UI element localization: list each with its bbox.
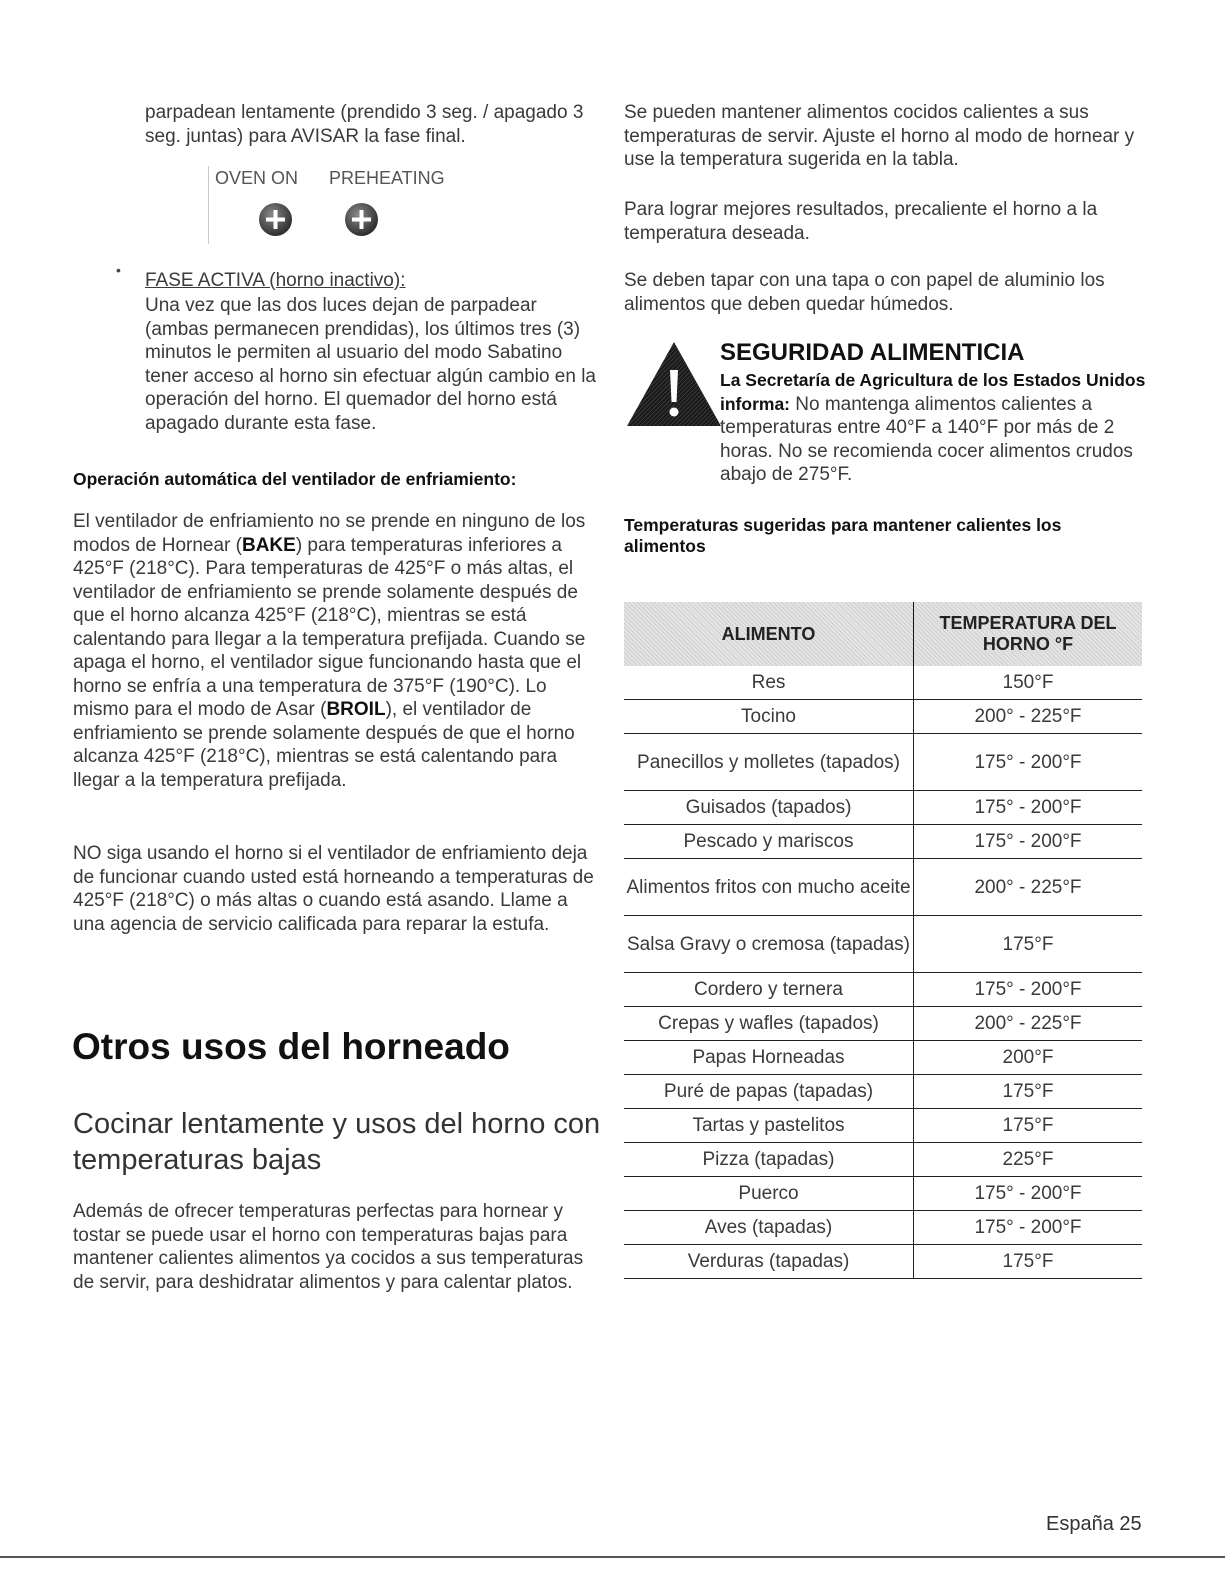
table-row (624, 859, 1142, 916)
food-cell: Verduras (tapadas) (624, 1245, 914, 1279)
food-cell: Puerco (624, 1177, 914, 1211)
food-cell: Tartas y pastelitos (624, 1109, 914, 1143)
table-row (624, 1143, 1142, 1177)
temperature-cell: 175°F (914, 1245, 1143, 1279)
page-bottom-rule (0, 1556, 1225, 1558)
table-row (624, 825, 1142, 859)
fan-section-heading: Operación automática del ventilador de enfriamiento: (73, 469, 517, 489)
active-phase-text: Una vez que las dos luces dejan de parpadear (ambas permanecen prendidas), los últimos tres (3) minutos le permiten al usuario del modo Sabatino tener acceso al horno sin efectuar algún cambio en la operación del horno. El quemador del horno está apagado durante esta fase. (145, 295, 596, 434)
section-title: Otros usos del horneado (72, 1026, 510, 1067)
indicator-lights-panel (208, 166, 459, 244)
table-header-row (624, 602, 1142, 666)
table-row (624, 700, 1142, 734)
food-cell: Panecillos y molletes (tapados) (624, 734, 914, 791)
table-row (624, 791, 1142, 825)
section-subtitle: Cocinar lentamente y usos del horno con temperaturas bajas (73, 1108, 601, 1176)
food-cell: Aves (tapadas) (624, 1211, 914, 1245)
table-row (624, 1007, 1142, 1041)
food-cell: Puré de papas (tapadas) (624, 1075, 914, 1109)
food-safety-text: La Secretaría de Agricultura de los Estados Unidos informa: No mantenga alimentos calientes a temperaturas entre 40°F a 140°F por más de 2 horas. No se recomienda cocer alimentos crudos abajo de 275°F. (720, 370, 1146, 485)
table-row (624, 1109, 1142, 1143)
warning-icon (624, 340, 724, 430)
cover-paragraph: Se deben tapar con una tapa o con papel de aluminio los alimentos que deben quedar húmedos. (624, 270, 1105, 315)
food-cell: Pescado y mariscos (624, 825, 914, 859)
food-cell: Tocino (624, 700, 914, 734)
table-row (624, 1075, 1142, 1109)
food-cell: Salsa Gravy o cremosa (tapadas) (624, 916, 914, 973)
temperature-cell: 175° - 200°F (914, 734, 1143, 791)
intro-paragraph: parpadean lentamente (prendido 3 seg. / apagado 3 seg. juntas) para AVISAR la fase final. (145, 102, 584, 147)
food-cell: Papas Horneadas (624, 1041, 914, 1075)
page-number: España 25 (1046, 1513, 1142, 1535)
table-row (624, 1041, 1142, 1075)
table-row (624, 973, 1142, 1007)
table-row (624, 1211, 1142, 1245)
temperature-cell: 175°F (914, 916, 1143, 973)
keep-warm-paragraph: Se pueden mantener alimentos cocidos calientes a sus temperaturas de servir. Ajuste el horno al modo de hornear y use la temperatura sugerida en la tabla. (624, 102, 1135, 170)
bake-mode-label: BAKE (241, 534, 296, 556)
preheat-paragraph: Para lograr mejores resultados, precaliente el horno a la temperatura deseada. (624, 199, 1098, 244)
table-row (624, 1177, 1142, 1211)
temperature-cell: 175°F (914, 1109, 1143, 1143)
table-row (624, 734, 1142, 791)
food-cell: Pizza (tapadas) (624, 1143, 914, 1177)
oven-on-label: OVEN ON (215, 168, 299, 188)
temperature-cell: 200° - 225°F (914, 859, 1143, 916)
temperature-cell: 200°F (914, 1041, 1143, 1075)
fan-paragraph-2: NO siga usando el horno si el ventilador de enfriamiento deja de funcionar cuando usted está horneando a temperaturas de 425°F (218°C) o más altas o cuando está asando. Llame a una agencia de servicio calificada para reparar la estufa. (73, 843, 594, 935)
food-cell: Cordero y ternera (624, 973, 914, 1007)
table-row (624, 916, 1142, 973)
temperature-cell: 175°F (914, 1075, 1143, 1109)
food-safety-title: SEGURIDAD ALIMENTICIA (720, 339, 1025, 366)
active-phase-title: FASE ACTIVA (horno inactivo): (145, 270, 406, 291)
oven-on-light-icon (259, 203, 292, 236)
header-food: ALIMENTO (624, 602, 914, 666)
food-cell: Res (624, 666, 914, 700)
temperature-cell: 150°F (914, 666, 1143, 700)
preheating-light-icon (345, 203, 378, 236)
usda-label: La Secretaría de Agricultura de los Estados Unidos informa: (720, 370, 1146, 414)
header-oven-temperature: TEMPERATURA DEL HORNO °F (914, 602, 1143, 666)
temperature-cell: 200° - 225°F (914, 1007, 1143, 1041)
food-cell: Crepas y wafles (tapados) (624, 1007, 914, 1041)
temperature-table (624, 602, 1142, 1279)
temperature-cell: 175° - 200°F (914, 1211, 1143, 1245)
low-temp-paragraph: Además de ofrecer temperaturas perfectas para hornear y tostar se puede usar el horno con temperaturas bajas para mantener calientes alimentos ya cocidos a sus temperaturas de servir, para deshidratar alimentos y para calentar platos. (73, 1201, 584, 1293)
broil-mode-label: BROIL (326, 699, 386, 720)
food-cell: Guisados (tapados) (624, 791, 914, 825)
fan-paragraph-1: El ventilador de enfriamiento no se prende en ninguno de los modos de Hornear (BAKE) para temperaturas inferiores a 425°F (218°C). Para temperaturas de 425°F o más altas, el ventilador de enfriamiento se prende solamente después de que el horno alcanza 425°F (218°C), mientras se está calentando para llegar a la temperatura prefijada. Cuando se apaga el horno, el ventilador sigue funcionando hasta que el horno se enfría a una temperatura de 375°F (190°C). Lo mismo para el modo de Asar (BROIL), el ventilador de enfriamiento se prende solamente después de que el horno alcanza 425°F (218°C), mientras se está calentando para llegar a la temperatura prefijada. (73, 511, 586, 791)
temperature-cell: 175° - 200°F (914, 973, 1143, 1007)
food-cell: Alimentos fritos con mucho aceite (624, 859, 914, 916)
temperature-cell: 175° - 200°F (914, 1177, 1143, 1211)
temperature-cell: 225°F (914, 1143, 1143, 1177)
temperature-cell: 175° - 200°F (914, 791, 1143, 825)
table-row (624, 1245, 1142, 1279)
bullet-dot: • (116, 262, 121, 278)
table-row (624, 666, 1142, 700)
temperature-cell: 175° - 200°F (914, 825, 1143, 859)
temperature-cell: 200° - 225°F (914, 700, 1143, 734)
preheating-label: PREHEATING (329, 168, 445, 188)
table-heading: Temperaturas sugeridas para mantener calientes los alimentos (624, 515, 1062, 556)
